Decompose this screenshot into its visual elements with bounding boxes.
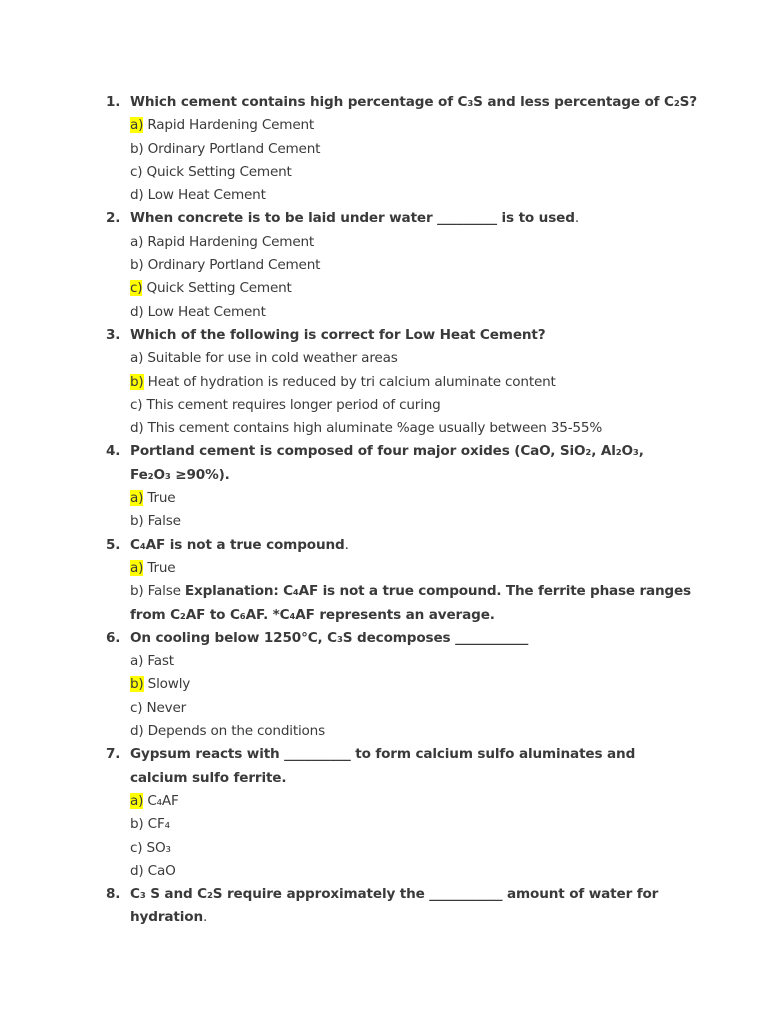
question-text: C₃ S and C₂S require approximately the ___________ amount of water for: [130, 886, 659, 903]
option-text: C₄AF: [143, 792, 179, 809]
question-text-tail: .: [574, 210, 579, 227]
question-text: On cooling below 1250°C, C₃S decomposes ___________: [130, 629, 529, 646]
option-text: False: [143, 583, 185, 600]
question-text: calcium sulfo ferrite.: [130, 769, 287, 786]
option-6b: [0, 673, 768, 696]
option-letter: b): [130, 583, 144, 600]
question-number: 8.: [106, 886, 121, 903]
correct-answer-highlight: a): [130, 559, 144, 576]
option-text: Never: [142, 699, 187, 716]
option-1d: [0, 184, 768, 207]
option-2d: [0, 301, 768, 324]
option-text: Ordinary Portland Cement: [143, 140, 321, 157]
option-6c: [0, 697, 768, 720]
option-2b: [0, 254, 768, 277]
question-text: C₄AF is not a true compound: [130, 536, 345, 553]
question-1: [0, 91, 768, 114]
correct-answer-highlight: b): [130, 676, 144, 693]
option-text: Depends on the conditions: [143, 723, 325, 740]
question-8: [0, 883, 768, 906]
explanation-continued: [0, 604, 768, 627]
question-7: [0, 743, 768, 766]
question-number: 1.: [106, 94, 121, 110]
question-number: 3.: [106, 326, 121, 343]
question-text-tail: .: [202, 909, 208, 926]
option-text: Fast: [143, 653, 174, 670]
option-text: Low Heat Cement: [143, 187, 266, 204]
option-7d: [0, 860, 768, 883]
option-text: Low Heat Cement: [143, 303, 266, 320]
option-2a: [0, 231, 768, 254]
option-5a: [0, 557, 768, 580]
question-number: 4.: [106, 443, 121, 460]
question-2: [0, 207, 768, 230]
option-letter: c): [130, 396, 143, 413]
option-text: Heat of hydration is reduced by tri calcium aluminate content: [143, 373, 556, 390]
option-letter: b): [130, 257, 144, 274]
question-text: Fe₂O₃ ≥90%).: [130, 466, 230, 483]
option-letter: d): [130, 303, 144, 320]
correct-answer-highlight: a): [130, 792, 144, 809]
option-1c: [0, 161, 768, 184]
correct-answer-highlight: a): [130, 490, 144, 507]
option-letter: d): [130, 187, 144, 204]
question-number: 7.: [106, 746, 121, 763]
question-6: [0, 627, 768, 650]
question-8-continued: [0, 906, 768, 929]
option-3b: [0, 371, 768, 394]
question-text: Which cement contains high percentage of C₃S and less percentage of C₂S?: [130, 94, 698, 110]
option-text: Quick Setting Cement: [142, 163, 292, 180]
correct-answer-highlight: b): [130, 373, 144, 390]
option-letter: b): [130, 140, 144, 157]
option-5b: [0, 580, 768, 603]
option-1a: [0, 114, 768, 137]
option-text: This cement requires longer period of curing: [142, 396, 441, 413]
option-text: True: [143, 559, 176, 576]
option-text: Suitable for use in cold weather areas: [143, 350, 398, 367]
option-3a: [0, 347, 768, 370]
option-7c: [0, 837, 768, 860]
option-4b: [0, 510, 768, 533]
question-number: 5.: [106, 536, 121, 553]
option-text: Rapid Hardening Cement: [143, 117, 315, 134]
option-7b: [0, 813, 768, 836]
option-letter: c): [130, 839, 143, 856]
option-letter: b): [130, 816, 144, 833]
option-2c: [0, 277, 768, 300]
option-text: Ordinary Portland Cement: [143, 257, 321, 274]
option-text: False: [143, 513, 181, 530]
option-letter: c): [130, 699, 143, 716]
option-letter: b): [130, 513, 144, 530]
question-text: Gypsum reacts with __________ to form calcium sulfo aluminates and: [130, 746, 636, 763]
option-text: True: [143, 490, 176, 507]
question-text-tail: .: [344, 536, 349, 553]
option-text: Quick Setting Cement: [142, 280, 292, 297]
question-number: 2.: [106, 210, 121, 227]
question-text: When concrete is to be laid under water _________ is to used: [130, 210, 575, 227]
correct-answer-highlight: c): [130, 280, 143, 297]
question-4-continued: [0, 464, 768, 487]
option-letter: a): [130, 350, 144, 367]
correct-answer-highlight: a): [130, 117, 144, 134]
option-text: CaO: [143, 862, 176, 879]
option-letter: a): [130, 233, 144, 250]
option-letter: d): [130, 420, 144, 437]
option-3d: [0, 417, 768, 440]
mcq-document: [0, 91, 768, 930]
question-text: Which of the following is correct for Low Heat Cement?: [130, 326, 546, 343]
option-3c: [0, 394, 768, 417]
option-text: This cement contains high aluminate %age usually between 35-55%: [143, 420, 603, 437]
option-letter: d): [130, 862, 144, 879]
explanation-text: from C₂AF to C₆AF. *C₄AF represents an average.: [130, 606, 495, 623]
option-text: Slowly: [143, 676, 191, 693]
option-6d: [0, 720, 768, 743]
question-text: Portland cement is composed of four major oxides (CaO, SiO₂, Al₂O₃,: [130, 443, 644, 460]
question-5: [0, 534, 768, 557]
option-text: SO₃: [142, 839, 171, 856]
question-3: [0, 324, 768, 347]
option-letter: a): [130, 653, 144, 670]
option-7a: [0, 790, 768, 813]
option-1b: [0, 138, 768, 161]
explanation-text: Explanation: C₄AF is not a true compound. The ferrite phase ranges: [184, 583, 691, 600]
option-4a: [0, 487, 768, 510]
option-6a: [0, 650, 768, 673]
question-number: 6.: [106, 629, 121, 646]
option-letter: c): [130, 163, 143, 180]
option-text: Rapid Hardening Cement: [143, 233, 315, 250]
option-text: CF₄: [143, 816, 170, 833]
option-letter: d): [130, 723, 144, 740]
question-7-continued: [0, 767, 768, 790]
question-text: hydration: [130, 909, 203, 926]
question-4: [0, 440, 768, 463]
